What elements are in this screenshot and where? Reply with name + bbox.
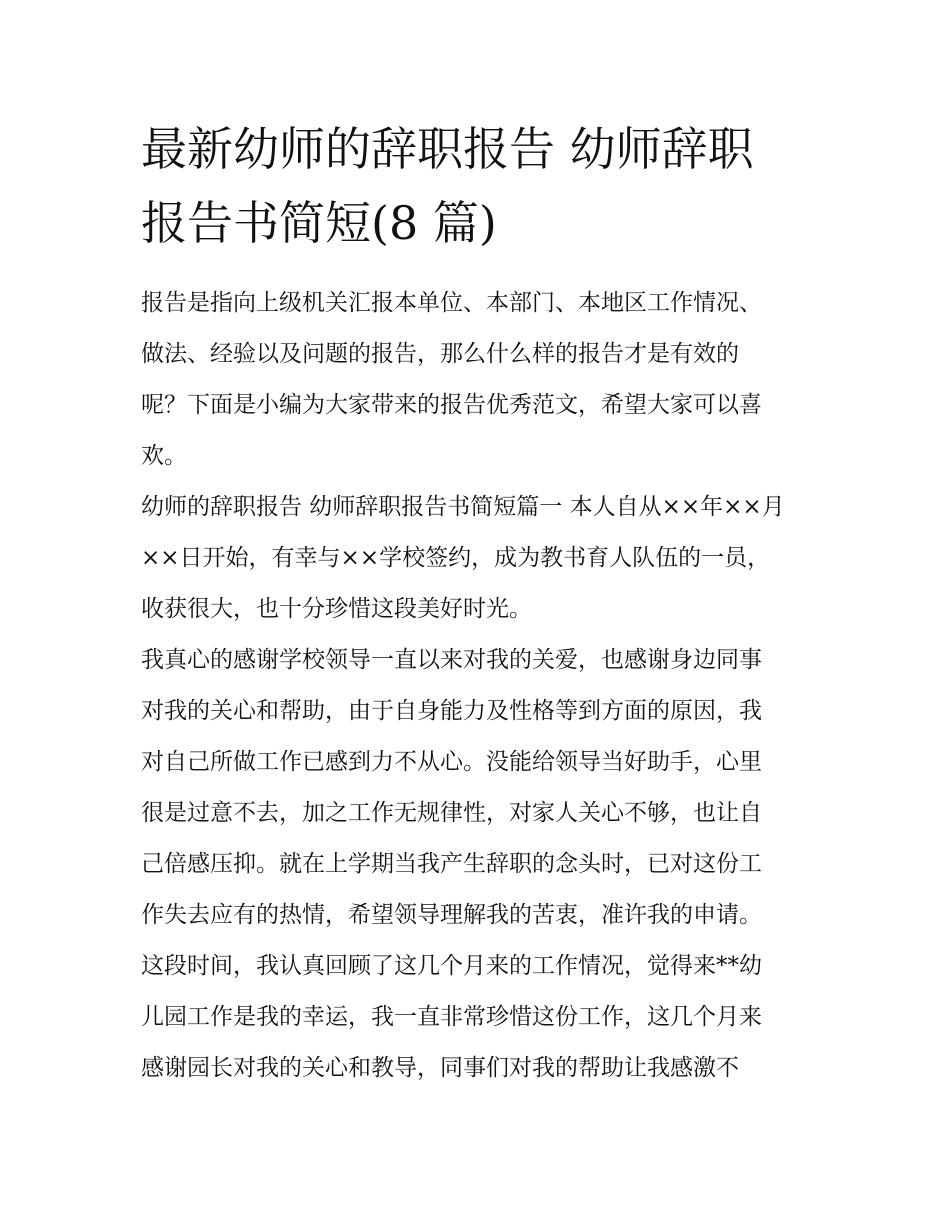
body-line: 己倍感压抑。就在上学期当我产生辞职的念头时，已对这份工 bbox=[141, 851, 762, 877]
body-line: 很是过意不去，加之工作无规律性，对家人关心不够，也让自 bbox=[141, 800, 762, 826]
body-line: ××日开始，有幸与××学校签约，成为教书育人队伍的一员， bbox=[141, 545, 771, 571]
body-line: 儿园工作是我的幸运，我一直非常珍惜这份工作，这几个月来 bbox=[141, 1004, 762, 1030]
document-title bbox=[141, 112, 831, 260]
title-line: 最新幼师的辞职报告 幼师辞职 bbox=[141, 122, 754, 176]
body-line: 感谢园长对我的关心和教导，同事们对我的帮助让我感激不 bbox=[141, 1055, 739, 1081]
body-line: 呢？下面是小编为大家带来的报告优秀范文，希望大家可以喜 bbox=[141, 392, 762, 418]
body-line: 幼师的辞职报告 幼师辞职报告书简短篇一 本人自从××年××月 bbox=[141, 494, 785, 520]
body-line: 做法、经验以及问题的报告，那么什么样的报告才是有效的 bbox=[141, 341, 739, 367]
body-line: 对我的关心和帮助，由于自身能力及性格等到方面的原因，我 bbox=[141, 698, 762, 724]
body-line: 欢。 bbox=[141, 443, 187, 469]
body-line: 收获很大，也十分珍惜这段美好时光。 bbox=[141, 596, 532, 622]
title-line: 报告书简短(8 篇) bbox=[141, 196, 497, 250]
body-line: 我真心的感谢学校领导一直以来对我的关爱，也感谢身边同事 bbox=[141, 647, 762, 673]
body-line: 对自己所做工作已感到力不从心。没能给领导当好助手，心里 bbox=[141, 749, 762, 775]
body-line: 作失去应有的热情，希望领导理解我的苦衷，准许我的申请。 bbox=[141, 902, 762, 928]
body-line: 报告是指向上级机关汇报本单位、本部门、本地区工作情况、 bbox=[141, 290, 762, 316]
document-body bbox=[141, 278, 831, 1094]
body-line: 这段时间，我认真回顾了这几个月来的工作情况，觉得来**幼 bbox=[141, 953, 762, 979]
